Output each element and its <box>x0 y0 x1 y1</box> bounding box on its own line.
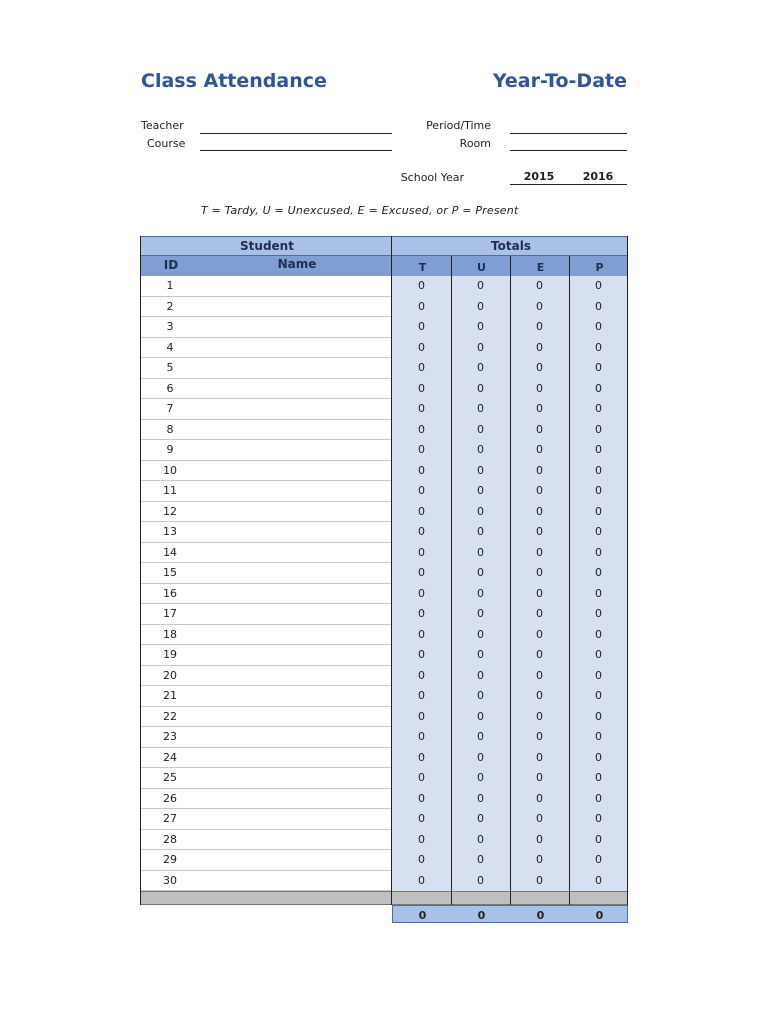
count-t-cell: 0 <box>418 361 425 374</box>
student-id-cell: 29 <box>163 853 177 866</box>
count-t-cell: 0 <box>418 443 425 456</box>
count-t-cell: 0 <box>418 627 425 641</box>
count-u-cell: 0 <box>477 545 484 559</box>
count-p-cell: 0 <box>595 361 602 374</box>
total-t: 0 <box>418 909 427 922</box>
count-e-cell: 0 <box>536 443 543 456</box>
count-e-cell: 0 <box>536 832 543 846</box>
table-row <box>140 481 628 502</box>
table-row <box>140 707 628 728</box>
student-id-cell: 1 <box>166 279 174 292</box>
count-t-cell: 0 <box>418 299 425 313</box>
count-t-cell: 0 <box>418 771 425 784</box>
column-divider <box>510 256 511 905</box>
count-t-cell: 0 <box>418 381 425 395</box>
col-header-u: U <box>477 261 486 274</box>
count-t-cell: 0 <box>418 832 425 846</box>
count-u-cell: 0 <box>477 750 484 764</box>
period-label: Period/Time <box>426 119 491 132</box>
count-p-cell: 0 <box>595 320 602 333</box>
count-t-cell: 0 <box>418 812 425 825</box>
table-row <box>140 338 628 359</box>
count-e-cell: 0 <box>536 750 543 764</box>
course-label: Course <box>147 137 186 150</box>
count-e-cell: 0 <box>536 361 543 374</box>
count-p-cell: 0 <box>595 812 602 825</box>
page-title: Class Attendance <box>141 70 327 92</box>
count-e-cell: 0 <box>536 791 543 805</box>
table-row <box>140 563 628 584</box>
count-u-cell: 0 <box>477 709 484 723</box>
count-t-cell: 0 <box>418 668 425 682</box>
table-row <box>140 625 628 646</box>
count-e-cell: 0 <box>536 627 543 641</box>
total-e: 0 <box>536 909 545 922</box>
table-row <box>140 768 628 789</box>
count-p-cell: 0 <box>595 730 602 743</box>
count-p-cell: 0 <box>595 668 602 682</box>
count-t-cell: 0 <box>418 873 425 887</box>
column-divider <box>569 256 570 905</box>
count-u-cell: 0 <box>477 504 484 518</box>
col-header-e: E <box>536 261 545 274</box>
table-row <box>140 850 628 871</box>
count-t-cell: 0 <box>418 484 425 497</box>
student-id-cell: 4 <box>166 340 174 354</box>
count-t-cell: 0 <box>418 463 425 477</box>
student-id-cell: 14 <box>163 545 177 559</box>
count-t-cell: 0 <box>418 504 425 518</box>
count-t-cell: 0 <box>418 525 425 538</box>
count-e-cell: 0 <box>536 873 543 887</box>
count-t-cell: 0 <box>418 566 425 579</box>
student-id-cell: 3 <box>166 320 174 333</box>
count-e-cell: 0 <box>536 709 543 723</box>
table-row <box>140 502 628 523</box>
count-p-cell: 0 <box>595 279 602 292</box>
table-row <box>140 522 628 543</box>
count-p-cell: 0 <box>595 648 602 661</box>
count-t-cell: 0 <box>418 648 425 661</box>
school-year-start[interactable]: 2015 <box>523 170 555 183</box>
school-year-end[interactable]: 2016 <box>582 170 614 183</box>
count-e-cell: 0 <box>536 320 543 333</box>
count-e-cell: 0 <box>536 402 543 415</box>
student-id-cell: 22 <box>163 709 177 723</box>
student-id-cell: 16 <box>163 586 177 600</box>
count-p-cell: 0 <box>595 566 602 579</box>
count-t-cell: 0 <box>418 340 425 354</box>
school-year-underline <box>510 184 627 185</box>
count-p-cell: 0 <box>595 545 602 559</box>
count-p-cell: 0 <box>595 402 602 415</box>
count-e-cell: 0 <box>536 545 543 559</box>
student-id-cell: 18 <box>163 627 177 641</box>
count-u-cell: 0 <box>477 402 484 415</box>
count-u-cell: 0 <box>477 361 484 374</box>
count-u-cell: 0 <box>477 832 484 846</box>
count-p-cell: 0 <box>595 627 602 641</box>
count-p-cell: 0 <box>595 484 602 497</box>
table-footer-bar <box>140 891 628 905</box>
count-e-cell: 0 <box>536 586 543 600</box>
course-field[interactable] <box>200 150 392 151</box>
teacher-label: Teacher <box>141 119 184 132</box>
name-header: Name <box>277 257 317 271</box>
count-e-cell: 0 <box>536 689 543 702</box>
count-t-cell: 0 <box>418 586 425 600</box>
count-u-cell: 0 <box>477 525 484 538</box>
table-row <box>140 809 628 830</box>
count-p-cell: 0 <box>595 853 602 866</box>
student-header: Student <box>240 239 294 253</box>
count-e-cell: 0 <box>536 730 543 743</box>
count-t-cell: 0 <box>418 853 425 866</box>
student-id-cell: 28 <box>163 832 177 846</box>
room-field[interactable] <box>510 150 627 151</box>
count-t-cell: 0 <box>418 320 425 333</box>
count-p-cell: 0 <box>595 832 602 846</box>
count-u-cell: 0 <box>477 689 484 702</box>
period-field[interactable] <box>510 133 627 134</box>
table-row <box>140 297 628 318</box>
column-divider <box>391 236 392 905</box>
count-p-cell: 0 <box>595 340 602 354</box>
count-u-cell: 0 <box>477 771 484 784</box>
count-e-cell: 0 <box>536 566 543 579</box>
count-t-cell: 0 <box>418 422 425 436</box>
count-u-cell: 0 <box>477 299 484 313</box>
totals-row <box>392 905 628 923</box>
table-row <box>140 420 628 441</box>
totals-header: Totals <box>491 239 531 253</box>
table-row <box>140 276 628 297</box>
table-row <box>140 584 628 605</box>
count-e-cell: 0 <box>536 812 543 825</box>
table-row <box>140 543 628 564</box>
count-u-cell: 0 <box>477 648 484 661</box>
count-u-cell: 0 <box>477 443 484 456</box>
student-id-cell: 25 <box>163 771 177 784</box>
total-u: 0 <box>477 909 486 922</box>
student-id-cell: 21 <box>163 689 177 702</box>
table-row <box>140 727 628 748</box>
total-p: 0 <box>595 909 604 922</box>
student-id-cell: 17 <box>163 607 177 620</box>
count-e-cell: 0 <box>536 771 543 784</box>
count-p-cell: 0 <box>595 299 602 313</box>
school-year-label: School Year <box>400 171 464 184</box>
count-t-cell: 0 <box>418 730 425 743</box>
count-t-cell: 0 <box>418 791 425 805</box>
count-e-cell: 0 <box>536 607 543 620</box>
student-id-cell: 10 <box>163 463 177 477</box>
count-u-cell: 0 <box>477 381 484 395</box>
count-t-cell: 0 <box>418 402 425 415</box>
student-id-cell: 6 <box>166 381 174 395</box>
count-p-cell: 0 <box>595 709 602 723</box>
attendance-legend: T = Tardy, U = Unexcused, E = Excused, or P = Present <box>201 204 519 217</box>
col-header-t: T <box>418 261 427 274</box>
count-p-cell: 0 <box>595 586 602 600</box>
student-id-cell: 19 <box>163 648 177 661</box>
count-e-cell: 0 <box>536 853 543 866</box>
count-t-cell: 0 <box>418 279 425 292</box>
table-row <box>140 871 628 892</box>
count-p-cell: 0 <box>595 463 602 477</box>
count-u-cell: 0 <box>477 484 484 497</box>
table-row <box>140 830 628 851</box>
table-row <box>140 358 628 379</box>
table-row <box>140 604 628 625</box>
count-t-cell: 0 <box>418 689 425 702</box>
student-id-cell: 26 <box>163 791 177 805</box>
count-u-cell: 0 <box>477 340 484 354</box>
count-t-cell: 0 <box>418 750 425 764</box>
room-label: Room <box>459 137 491 150</box>
table-row <box>140 645 628 666</box>
count-u-cell: 0 <box>477 627 484 641</box>
count-e-cell: 0 <box>536 299 543 313</box>
count-t-cell: 0 <box>418 545 425 559</box>
count-u-cell: 0 <box>477 812 484 825</box>
count-e-cell: 0 <box>536 668 543 682</box>
table-row <box>140 461 628 482</box>
student-id-cell: 15 <box>163 566 177 579</box>
table-row <box>140 748 628 769</box>
count-u-cell: 0 <box>477 422 484 436</box>
table-row <box>140 399 628 420</box>
count-u-cell: 0 <box>477 566 484 579</box>
count-u-cell: 0 <box>477 279 484 292</box>
count-u-cell: 0 <box>477 730 484 743</box>
count-p-cell: 0 <box>595 771 602 784</box>
count-u-cell: 0 <box>477 607 484 620</box>
table-header-group <box>140 236 628 256</box>
student-id-cell: 2 <box>166 299 174 313</box>
count-u-cell: 0 <box>477 873 484 887</box>
count-e-cell: 0 <box>536 340 543 354</box>
count-p-cell: 0 <box>595 504 602 518</box>
count-p-cell: 0 <box>595 689 602 702</box>
count-u-cell: 0 <box>477 791 484 805</box>
count-u-cell: 0 <box>477 853 484 866</box>
count-p-cell: 0 <box>595 873 602 887</box>
count-e-cell: 0 <box>536 504 543 518</box>
count-t-cell: 0 <box>418 607 425 620</box>
student-id-cell: 20 <box>163 668 177 682</box>
count-u-cell: 0 <box>477 320 484 333</box>
column-divider <box>451 256 452 905</box>
student-id-cell: 5 <box>166 361 174 374</box>
student-id-cell: 7 <box>166 402 174 415</box>
count-e-cell: 0 <box>536 381 543 395</box>
student-id-cell: 27 <box>163 812 177 825</box>
count-t-cell: 0 <box>418 709 425 723</box>
student-id-cell: 12 <box>163 504 177 518</box>
student-id-cell: 24 <box>163 750 177 764</box>
count-p-cell: 0 <box>595 607 602 620</box>
table-row <box>140 317 628 338</box>
count-u-cell: 0 <box>477 586 484 600</box>
student-id-cell: 30 <box>163 873 177 887</box>
table-row <box>140 686 628 707</box>
count-p-cell: 0 <box>595 422 602 436</box>
table-column-headers <box>140 256 628 276</box>
teacher-field[interactable] <box>200 133 392 134</box>
count-e-cell: 0 <box>536 648 543 661</box>
id-header: ID <box>163 258 179 272</box>
table-row <box>140 789 628 810</box>
student-id-cell: 23 <box>163 730 177 743</box>
student-id-cell: 13 <box>163 525 177 538</box>
student-id-cell: 11 <box>163 484 177 497</box>
student-id-cell: 8 <box>166 422 174 436</box>
count-e-cell: 0 <box>536 525 543 538</box>
student-id-cell: 9 <box>166 443 174 456</box>
count-u-cell: 0 <box>477 668 484 682</box>
count-e-cell: 0 <box>536 463 543 477</box>
count-e-cell: 0 <box>536 279 543 292</box>
count-e-cell: 0 <box>536 484 543 497</box>
count-p-cell: 0 <box>595 381 602 395</box>
count-p-cell: 0 <box>595 525 602 538</box>
count-p-cell: 0 <box>595 750 602 764</box>
count-e-cell: 0 <box>536 422 543 436</box>
count-p-cell: 0 <box>595 791 602 805</box>
table-row <box>140 666 628 687</box>
table-row <box>140 440 628 461</box>
table-row <box>140 379 628 400</box>
page-subtitle: Year-To-Date <box>492 70 627 92</box>
col-header-p: P <box>595 261 604 274</box>
count-p-cell: 0 <box>595 443 602 456</box>
count-u-cell: 0 <box>477 463 484 477</box>
